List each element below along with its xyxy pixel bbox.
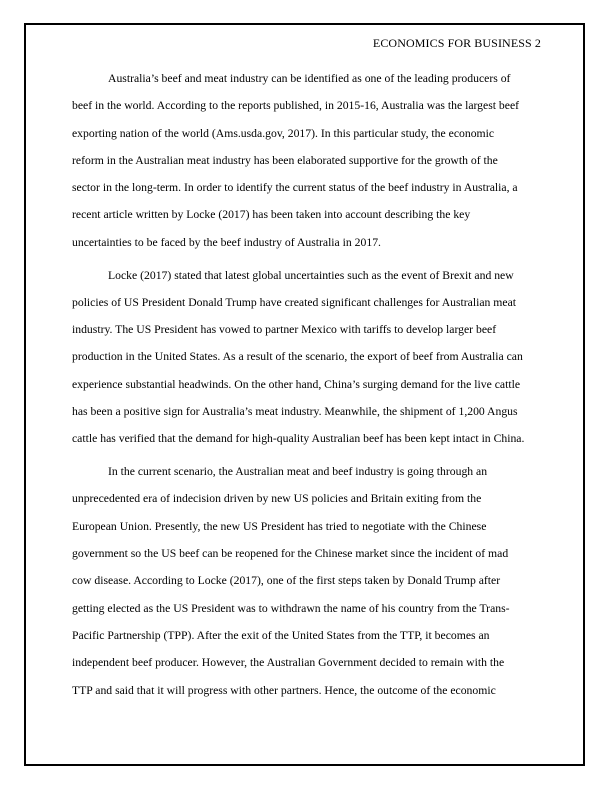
text-line: sector in the long-term. In order to identify the current status of the beef industry in Australia, a	[72, 181, 518, 195]
paragraph-2	[72, 262, 540, 453]
text-line: reform in the Australian meat industry has been elaborated supportive for the growth of the	[72, 153, 498, 167]
text-line: In the current scenario, the Australian meat and beef industry is going through an	[108, 465, 488, 479]
text-line: European Union. Presently, the new US President has tried to negotiate with the Chinese	[72, 519, 487, 533]
text-line: policies of US President Donald Trump have created significant challenges for Australian meat	[72, 295, 517, 309]
text-line: Locke (2017) stated that latest global uncertainties such as the event of Brexit and new	[108, 268, 514, 282]
text-line: cow disease. According to Locke (2017), one of the first steps taken by Donald Trump after	[72, 574, 501, 588]
text-line: uncertainties to be faced by the beef industry of Australia in 2017.	[72, 235, 381, 249]
paragraph-3	[72, 458, 540, 704]
text-line: recent article written by Locke (2017) has been taken into account describing the key	[72, 208, 471, 222]
running-head: ECONOMICS FOR BUSINESS 2	[372, 36, 541, 50]
text-line: exporting nation of the world (Ams.usda.gov, 2017). In this particular study, the economic	[72, 126, 495, 140]
text-line: beef in the world. According to the reports published, in 2015-16, Australia was the largest beef	[72, 99, 520, 113]
text-line: independent beef producer. However, the Australian Government decided to remain with the	[72, 656, 505, 670]
text-line: TTP and said that it will progress with other partners. Hence, the outcome of the economic	[72, 683, 496, 697]
body-text	[72, 65, 540, 704]
paragraph-1	[72, 65, 540, 256]
text-line: experience substantial headwinds. On the other hand, China’s surging demand for the live cattle	[72, 377, 521, 391]
text-line: Australia’s beef and meat industry can be identified as one of the leading producers of	[108, 72, 511, 85]
text-line: cattle has verified that the demand for high-quality Australian beef has been kept intact in China.	[72, 432, 525, 446]
text-line: has been a positive sign for Australia’s meat industry. Meanwhile, the shipment of 1,200 Angus	[72, 405, 518, 419]
text-line: getting elected as the US President was to withdrawn the name of his country from the Trans-	[72, 601, 510, 615]
text-line: government so the US beef can be reopened for the Chinese market since the incident of mad	[72, 547, 509, 561]
text-line: production in the United States. As a result of the scenario, the export of beef from Australia can	[72, 350, 523, 364]
text-line: industry. The US President has vowed to partner Mexico with tariffs to develop larger beef	[72, 323, 497, 337]
text-line: Pacific Partnership (TPP). After the exit of the United States from the TTP, it becomes an	[72, 628, 490, 642]
text-line: unprecedented era of indecision driven by new US policies and Britain exiting from the	[72, 492, 482, 506]
